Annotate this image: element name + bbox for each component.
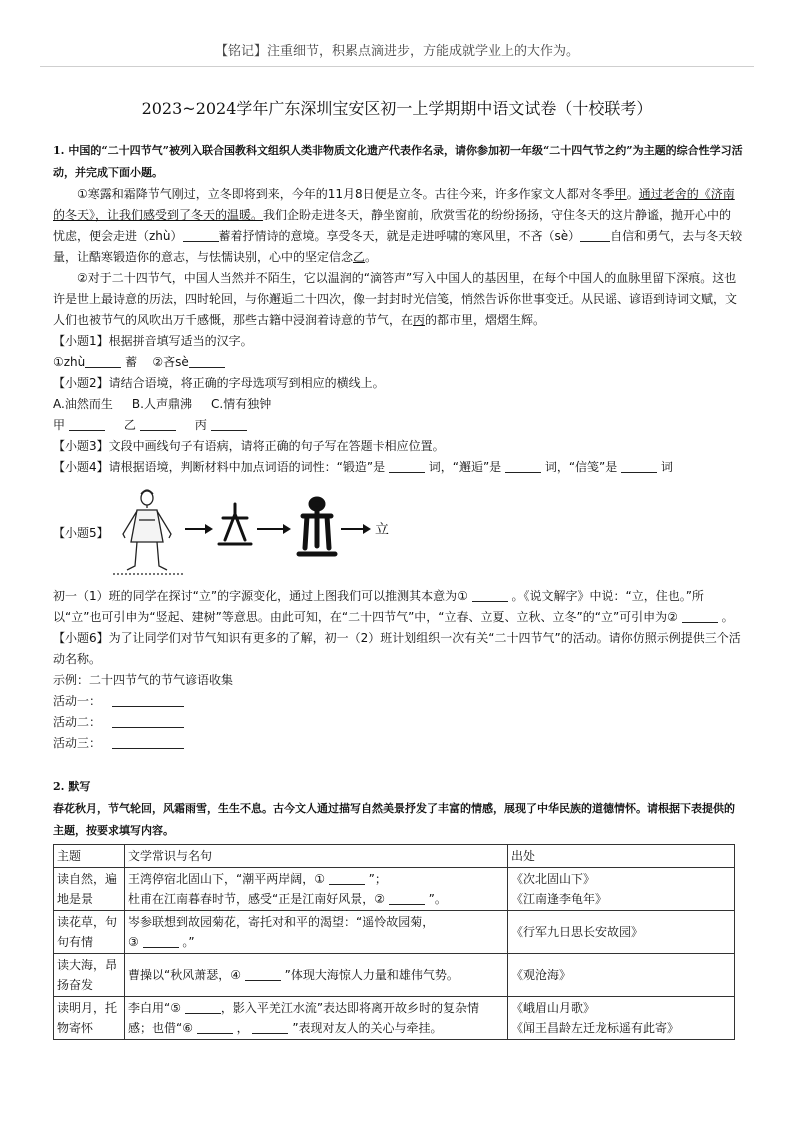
sub5-label: 【小题5】 — [53, 525, 109, 540]
row2-source: 《行军九日思长安故园》 — [508, 911, 735, 954]
answer-blank-6a[interactable] — [197, 1021, 233, 1034]
table-row — [54, 868, 735, 911]
row2-theme: 读花草，句句有情 — [54, 911, 125, 954]
li-character: 立 — [375, 522, 389, 538]
header-motto: 【铭记】注重细节，积累点滴进步，方能成就学业上的大作为。 — [214, 44, 579, 59]
row4-lines: 李白用“⑤ ，影入平羌江水流”表达即将离开故乡时的复杂情 感；也借“⑥ ， ”表现对友人的关心与牵挂。 — [125, 997, 508, 1040]
table-row — [54, 997, 735, 1040]
activity-3: 活动三： — [53, 733, 743, 754]
activity-1-blank[interactable] — [112, 694, 184, 707]
header-theme: 主题 — [54, 845, 125, 868]
sub1-title: 【小题1】根据拼音填写适当的汉字。 — [53, 334, 253, 348]
oracle-bone-li-glyph — [219, 504, 251, 544]
sub5-figure — [53, 484, 743, 580]
answer-blank-duanzao[interactable] — [389, 460, 425, 473]
answer-blank-xiehou[interactable] — [505, 460, 541, 473]
sub2-title: 【小题2】请结合语境，将正确的字母选项写到相应的横线上。 — [53, 376, 385, 390]
activity-2-blank[interactable] — [112, 715, 184, 728]
row2-lines: 岑参联想到故园菊花，寄托对和平的渴望：“遥怜故园菊， ③ 。” — [125, 911, 508, 954]
row3-theme: 读大海，昂扬奋发 — [54, 954, 125, 997]
answer-blank-xinjian[interactable] — [621, 460, 657, 473]
sub2-fields: 甲 乙 丙 — [53, 415, 743, 436]
standing-person-drawing — [113, 490, 183, 574]
answer-blank-5[interactable] — [185, 1001, 221, 1014]
poetry-table — [53, 844, 735, 1040]
answer-blank-li-extended[interactable] — [682, 610, 718, 623]
sub4-question: 【小题4】请根据语境，判断材料中加点词语的词性：“锻造”是 词，“邂逅”是 词，“信笺”是 词 — [53, 460, 673, 474]
answer-blank-6b[interactable] — [252, 1021, 288, 1034]
sub6-title: 【小题6】为了让同学们对节气知识有更多的了解，初一（2）班计划组织一次有关“二十四节气”的活动。请你仿照示例提供三个活动名称。 — [53, 631, 741, 666]
sub3-title: 【小题3】文段中画线句子有语病，请将正确的句子写在答题卡相应位置。 — [53, 439, 445, 453]
answer-blank-se[interactable] — [189, 355, 225, 368]
row1-source: 《次北固山下》 《江南逢李龟年》 — [508, 868, 735, 911]
row4-theme: 读明月，托物寄怀 — [54, 997, 125, 1040]
activity-1: 活动一： — [53, 691, 743, 712]
answer-blank-4[interactable] — [245, 968, 281, 981]
answer-blank-li-meaning[interactable] — [472, 589, 508, 602]
faulty-sentence: 通过老舍的《济南的冬天》，让我们感受到了冬天的温暖。 — [53, 187, 735, 222]
q1-prompt: 1. 中国的“二十四节气”被列入联合国教科文组织人类非物质文化遗产代表作名录，请你参加初一年级“二十四气节之约”为主题的综合性学习活动，并完成下面小题。 — [53, 144, 743, 179]
answer-blank-1[interactable] — [329, 872, 365, 885]
sub2-options: A.油然而生 B.人声鼎沸 C.情有独钟 — [53, 397, 272, 411]
table-row — [54, 954, 735, 997]
table-row — [54, 911, 735, 954]
header-source: 出处 — [508, 845, 735, 868]
answer-blank-bing[interactable] — [211, 418, 247, 431]
row3-source: 《观沧海》 — [508, 954, 735, 997]
row4-source: 《峨眉山月歌》 《闻王昌龄左迁龙标遥有此寄》 — [508, 997, 735, 1040]
answer-blank-3[interactable] — [143, 935, 179, 948]
bronze-script-li-glyph — [299, 499, 335, 554]
q1-paragraph-1: ①寒露和霜降节气刚过，立冬即将到来，今年的11月8日便是立冬。古往今来，许多作家文人都对冬季甲。通过老舍的《济南的冬天》，让我们感受到了冬天的温暖。我们企盼走进冬天，静坐窗前，欣赏雪花的纷纷扬扬，守住冬天的这片静谧，抛开心中的忧虑，便会走进（zhù） 蓄着抒情诗的意境。享受冬天，就是走进呼啸的寒风里，不吝（sè） 自信和勇气，去与冬天较量，让酷寒锻造你的意志，与怯懦诀别，心中的坚定信念乙。 — [53, 187, 743, 264]
row1-theme: 读自然，遍地是景 — [54, 868, 125, 911]
row1-lines: 王湾停宿北固山下，“潮平两岸阔，① ”； 杜甫在江南暮春时节，感受“正是江南好风景，② ”。 — [125, 868, 508, 911]
answer-blank-yi[interactable] — [140, 418, 176, 431]
character-evolution-figure — [113, 484, 403, 580]
exam-content — [53, 140, 743, 1040]
table-header-row — [54, 845, 735, 868]
answer-blank-zhu[interactable] — [85, 355, 121, 368]
q2-heading: 2. 默写 — [53, 780, 91, 793]
sub5-text: 初一（1）班的同学在探讨“立”的字源变化，通过上图我们可以推测其本意为① 。《说文解字》中说：“立，住也。”所以“立”也可引申为“竖起、建树”等意思。由此可知，在“二十四节气”中，“立春、立夏、立秋、立冬”的“立”可引申为② 。 — [53, 589, 734, 624]
activity-2: 活动二： — [53, 712, 743, 733]
answer-blank-jia[interactable] — [69, 418, 105, 431]
header-lines: 文学常识与名句 — [125, 845, 508, 868]
q1-paragraph-2: ②对于二十四节气，中国人当然并不陌生，它以温润的“滴答声”写入中国人的基因里，在每个中国人的血脉里留下深痕。这也许是世上最诗意的历法，四时轮回，与你邂逅二十四次，像一封封时光信笺，悄然告诉你世事变迁。从民谣、谚语到诗词文赋，文人们也被节气的风吹出万千感慨，那些古籍中浸润着诗意的节气，在丙的都市里，熠熠生辉。 — [53, 271, 738, 327]
sub6-example: 示例：二十四节气的节气谚语收集 — [53, 673, 234, 687]
q2-intro: 春花秋月，节气轮回，风霜雨雪，生生不息。古今文人通过描写自然美景抒发了丰富的情感，展现了中华民族的道德情怀。请根据下表提供的主题，按要求填写内容。 — [53, 802, 735, 837]
sub1-fields: ①zhù 蓄 ②吝sè — [53, 352, 743, 373]
page-title: 2023~2024学年广东深圳宝安区初一上学期期中语文试卷（十校联考） — [141, 99, 653, 118]
header-divider — [40, 66, 754, 67]
activity-3-blank[interactable] — [112, 736, 184, 749]
answer-blank-2[interactable] — [389, 892, 425, 905]
row3-lines: 曹操以“秋风萧瑟，④ ”体现大海惊人力量和雄伟气势。 — [125, 954, 508, 997]
